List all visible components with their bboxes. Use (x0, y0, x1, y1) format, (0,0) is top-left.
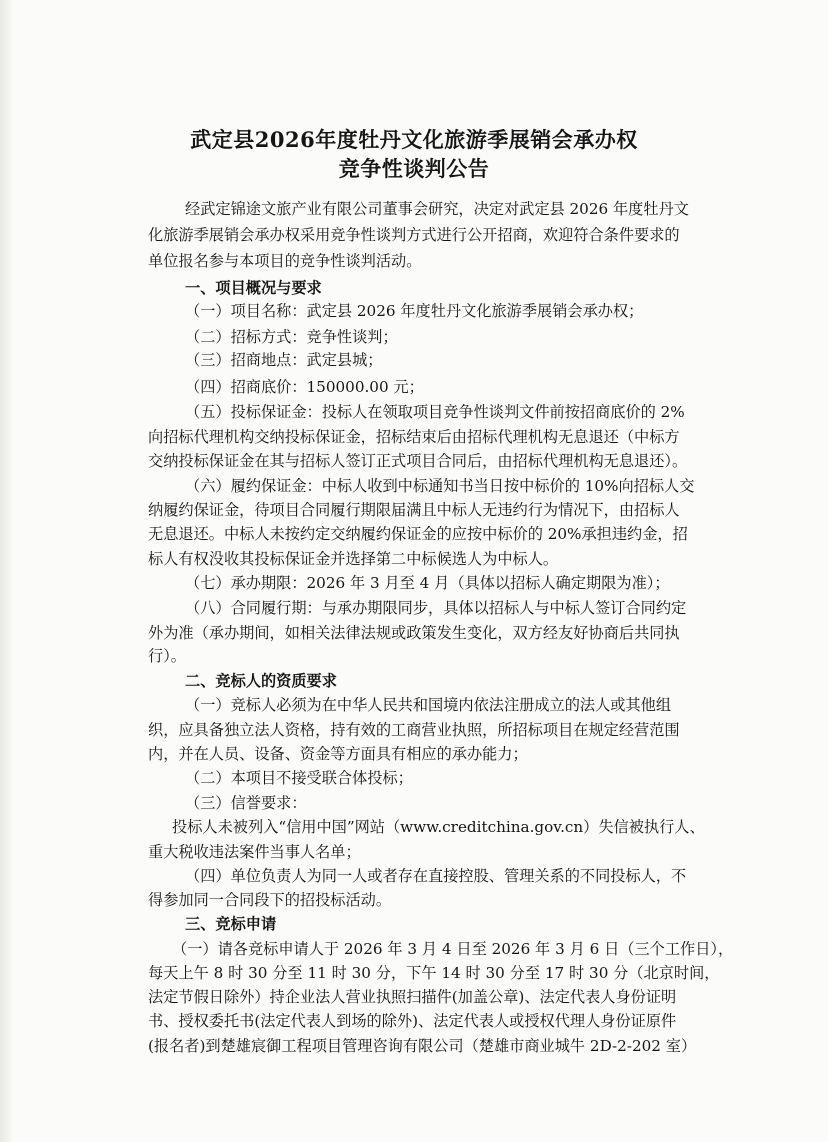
clause-line: （二）招标方式：竞争性谈判； (185, 328, 398, 346)
intro-paragraph-line: 化旅游季展销会承办权采用竞争性谈判方式进行公开招商，欢迎符合条件要求的 (148, 226, 680, 244)
clause-line: (报名者)到楚雄宸御工程项目管理咨询有限公司（楚雄市商业城牛 2D-2-202 室） (148, 1037, 697, 1055)
clause-line: 交纳投标保证金在其与招标人签订正式项目合同后，由招标代理机构无息退还）。 (148, 452, 688, 470)
clause-line: （二）本项目不接受联合体投标； (185, 769, 413, 787)
intro-paragraph-line: 单位报名参与本项目的竞争性谈判活动。 (148, 252, 422, 270)
clause-line: （四）招商底价：150000.00 元； (185, 378, 424, 396)
document-title-line-2: 竞争性谈判公告 (338, 156, 490, 181)
clause-line: 法定节假日除外）持企业法人营业执照扫描件(加盖公章)、法定代表人身份证明 (148, 988, 677, 1006)
clause-line: 织，应具备独立法人资格，持有效的工商营业执照，所招标项目在规定经营范围 (148, 721, 680, 739)
clause-line: （一）竞标人必须为在中华人民共和国境内依法注册成立的法人或其他组 (185, 696, 671, 714)
section-heading: 二、竞标人的资质要求 (185, 672, 337, 690)
section-heading: 一、项目概况与要求 (185, 279, 322, 297)
clause-line: （一）请各竞标申请人于 2026 年 3 月 4 日至 2026 年 3 月 6 日（三个工作日）， (172, 940, 734, 958)
clause-line: （三）招商地点：武定县城； (185, 351, 383, 369)
intro-paragraph-line: 经武定锦途文旅产业有限公司董事会研究，决定对武定县 2026 年度牡丹文 (185, 200, 689, 218)
clause-line: （三）信誉要求： (185, 794, 307, 812)
clause-line: （五）投标保证金：投标人在领取项目竞争性谈判文件前按招商底价的 2% (185, 403, 685, 421)
clause-line: 书、授权委托书(法定代表人到场的除外)、法定代表人或授权代理人身份证原件 (148, 1012, 677, 1030)
document-title-line-1: 武定县2026年度牡丹文化旅游季展销会承办权 (190, 127, 638, 152)
clause-line: （四）单位负责人为同一人或者存在直接控股、管理关系的不同投标人，不 (185, 867, 687, 885)
clause-line: 向招标代理机构交纳投标保证金，招标结束后由招标代理机构无息退还（中标方 (148, 428, 680, 446)
clause-line: （六）履约保证金：中标人收到中标通知书当日按中标价的 10%向招标人交 (185, 477, 695, 495)
clause-line: 每天上午 8 时 30 分至 11 时 30 分，下午 14 时 30 分至 17 时 30 分（北京时间， (148, 964, 720, 982)
clause-line: 无息退还。中标人未按约定交纳履约保证金的应按中标价的 20%承担违约金，招 (148, 525, 688, 543)
clause-line: 投标人未被列入“信用中国”网站（www.creditchina.gov.cn）失信被执行人、 (172, 818, 705, 836)
clause-line: 重大税收违法案件当事人名单； (148, 843, 361, 861)
clause-line: 内，并在人员、设备、资金等方面具有相应的承办能力； (148, 745, 528, 763)
clause-line: 纳履约保证金，待项目合同履行期限届满且中标人无违约行为情况下，由招标人 (148, 501, 680, 519)
clause-line: 行）。 (148, 647, 186, 665)
clause-line: （八）合同履行期：与承办期限同步，具体以招标人与中标人签订合同约定 (185, 599, 687, 617)
clause-line: 得参加同一合同段下的招投标活动。 (148, 891, 391, 909)
clause-line: 外为准（承办期间，如相关法律法规或政策发生变化，双方经友好协商后共同执 (148, 624, 680, 642)
section-heading: 三、竞标申请 (185, 915, 277, 933)
clause-line: （七）承办期限：2026 年 3 月至 4 月（具体以招标人确定期限为准）； (185, 574, 670, 592)
clause-line: 标人有权没收其投标保证金并选择第二中标候选人为中标人。 (148, 550, 559, 568)
clause-line: （一）项目名称：武定县 2026 年度牡丹文化旅游季展销会承办权； (185, 302, 644, 320)
